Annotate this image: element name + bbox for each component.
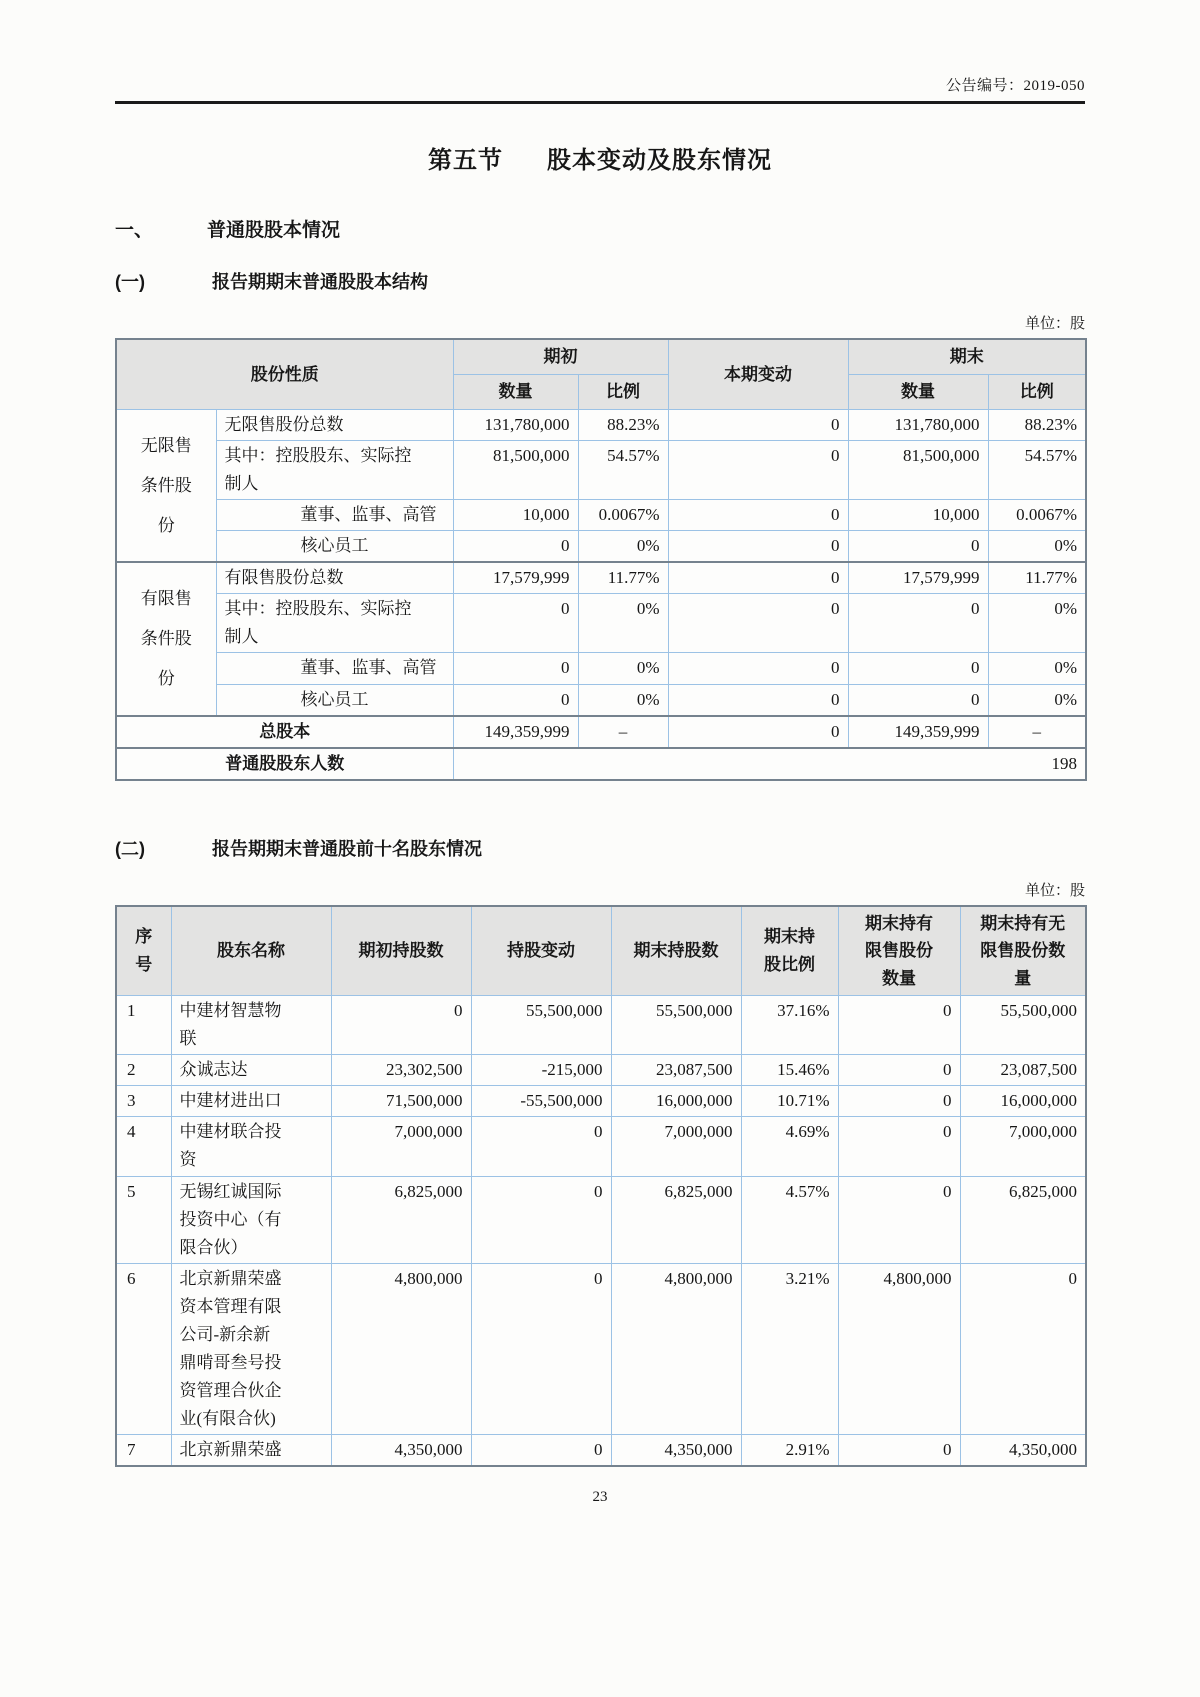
th-begin-holding: 期初持股数 [331,906,471,996]
row-label: 有限售股份总数 [216,562,453,594]
unit-label-1: 单位：股 [1024,316,1085,332]
cell-value: 0.0067% [988,500,1086,531]
doc-number: 公告编号：2019-050 [946,78,1085,94]
cell-value: 0 [668,531,848,563]
row-label: 其中：控股股东、实际控制人 [216,594,453,653]
shareholder-count-row [116,748,1086,780]
th-serial-number: 序号 [116,906,171,996]
cell-value: 6,825,000 [960,1176,1086,1263]
cell-value: 0 [848,531,988,563]
cell-value: 0 [453,531,578,563]
cell-value: 0 [471,1263,611,1434]
table-row [116,531,1086,563]
cell-value: 0 [471,1434,611,1466]
cell-value: 0 [668,500,848,531]
serial-number: 4 [116,1117,171,1176]
cell-value: 4,350,000 [331,1434,471,1466]
section-number: 一、 [115,220,154,241]
shareholder-row [116,1434,1086,1466]
row-label: 核心员工 [216,531,453,563]
th-shareholder-name: 股东名称 [171,906,331,996]
cell-value: 4,350,000 [960,1434,1086,1466]
cell-value: 10,000 [848,500,988,531]
th-share-nature: 股份性质 [116,339,453,410]
th-begin-ratio: 比例 [578,375,668,410]
table-row [116,500,1086,531]
table-row [116,562,1086,594]
shareholder-row [116,1055,1086,1086]
chapter-label: 第五节 [428,147,503,174]
cell-value: 0% [578,594,668,653]
cell-value: 4.57% [741,1176,838,1263]
cell-value: 0 [960,1263,1086,1434]
cell-value: 16,000,000 [611,1086,741,1117]
cell-value: 0% [988,531,1086,563]
section-title: 普通股股本情况 [207,220,341,241]
cell-value: 0 [453,594,578,653]
cell-value: 4.69% [741,1117,838,1176]
section-heading-1 [115,215,1085,242]
chapter-title: 股本变动及股东情况 [547,147,772,174]
th-period-begin: 期初 [453,339,668,375]
cell-value: 4,800,000 [838,1263,960,1434]
share-capital-structure-table [115,338,1087,781]
cell-value: 17,579,999 [453,562,578,594]
cell-value: 55,500,000 [611,996,741,1055]
serial-number: 3 [116,1086,171,1117]
group-unrestricted: 无限售条件股份 [116,410,216,563]
cell-value: 0 [668,562,848,594]
cell-value: 3.21% [741,1263,838,1434]
cell-value: 0 [838,996,960,1055]
cell-value: 0 [668,410,848,441]
row-label: 其中：控股股东、实际控制人 [216,441,453,500]
serial-number: 1 [116,996,171,1055]
th-end-quantity: 数量 [848,375,988,410]
shareholder-name: 中建材联合投资 [171,1117,331,1176]
cell-value: 55,500,000 [471,996,611,1055]
cell-value: 7,000,000 [960,1117,1086,1176]
th-holding-change: 持股变动 [471,906,611,996]
shareholder-row [116,1117,1086,1176]
serial-number: 6 [116,1263,171,1434]
cell-value: 0 [668,684,848,716]
cell-value: 4,800,000 [611,1263,741,1434]
cell-value: 149,359,999 [848,716,988,748]
cell-value: 0% [988,594,1086,653]
cell-value: 6,825,000 [611,1176,741,1263]
shareholder-row [116,1263,1086,1434]
table-row [116,684,1086,716]
shareholder-name: 北京新鼎荣盛资本管理有限公司-新余新鼎啃哥叁号投资管理合伙企业(有限合伙) [171,1263,331,1434]
cell-value: 0 [668,716,848,748]
cell-value: 6,825,000 [331,1176,471,1263]
th-period-change: 本期变动 [668,339,848,410]
cell-value: 54.57% [578,441,668,500]
cell-value: 71,500,000 [331,1086,471,1117]
shareholder-row [116,996,1086,1055]
shareholder-count-value: 198 [453,748,1086,780]
cell-value: -215,000 [471,1055,611,1086]
cell-value: 0% [988,653,1086,684]
top-shareholders-table [115,905,1087,1467]
serial-number: 5 [116,1176,171,1263]
shareholder-name: 中建材智慧物联 [171,996,331,1055]
unit-label-2: 单位：股 [1024,882,1085,899]
cell-value: 131,780,000 [453,410,578,441]
cell-value: 0 [838,1176,960,1263]
row-label: 无限售股份总数 [216,410,453,441]
cell-value: 23,087,500 [960,1055,1086,1086]
cell-value: 81,500,000 [453,441,578,500]
header-rule [115,101,1085,104]
table-row [116,410,1086,441]
th-period-end: 期末 [848,339,1086,375]
cell-value: 0% [578,653,668,684]
cell-value: 0 [668,441,848,500]
row-label: 董事、监事、高管 [216,653,453,684]
subsection-title: 报告期期末普通股股本结构 [212,272,428,292]
cell-value: 81,500,000 [848,441,988,500]
cell-value: 0 [848,594,988,653]
cell-value: 10.71% [741,1086,838,1117]
table-row [116,653,1086,684]
total-label: 总股本 [116,716,453,748]
row-label: 核心员工 [216,684,453,716]
cell-value: 0 [471,1176,611,1263]
cell-value: – [578,716,668,748]
total-row [116,716,1086,748]
cell-value: 0 [453,684,578,716]
th-end-holding: 期末持股数 [611,906,741,996]
cell-value: 0 [848,684,988,716]
cell-value: 11.77% [988,562,1086,594]
shareholder-name: 北京新鼎荣盛 [171,1434,331,1466]
page-title [115,140,1085,175]
shareholder-count-label: 普通股股东人数 [116,748,453,780]
table-row [116,441,1086,500]
th-end-ratio: 比例 [988,375,1086,410]
cell-value: 16,000,000 [960,1086,1086,1117]
cell-value: 7,000,000 [611,1117,741,1176]
th-begin-quantity: 数量 [453,375,578,410]
cell-value: 23,302,500 [331,1055,471,1086]
cell-value: 37.16% [741,996,838,1055]
cell-value: 149,359,999 [453,716,578,748]
cell-value: 0 [471,1117,611,1176]
subsection-heading-1 [115,268,1085,294]
serial-number: 2 [116,1055,171,1086]
cell-value: 88.23% [988,410,1086,441]
cell-value: 0 [838,1055,960,1086]
cell-value: 0 [668,653,848,684]
table-row [116,594,1086,653]
subsection-heading-2 [115,835,1085,861]
cell-value: 0 [668,594,848,653]
serial-number: 7 [116,1434,171,1466]
cell-value: 131,780,000 [848,410,988,441]
table2-header-row [116,906,1086,996]
subsection-number: (二) [115,838,145,859]
cell-value: 88.23% [578,410,668,441]
cell-value: 0.0067% [578,500,668,531]
cell-value: 0% [578,684,668,716]
cell-value: -55,500,000 [471,1086,611,1117]
cell-value: 7,000,000 [331,1117,471,1176]
shareholder-row [116,1176,1086,1263]
page-number: 23 [592,1489,608,1505]
cell-value: 0% [988,684,1086,716]
cell-value: 15.46% [741,1055,838,1086]
shareholder-row [116,1086,1086,1117]
cell-value: 2.91% [741,1434,838,1466]
shareholder-name: 众诚志达 [171,1055,331,1086]
th-end-unrestricted: 期末持有无限售股份数量 [960,906,1086,996]
shareholder-name: 无锡红诚国际投资中心（有限合伙） [171,1176,331,1263]
cell-value: 0% [578,531,668,563]
cell-value: 23,087,500 [611,1055,741,1086]
th-end-ratio: 期末持股比例 [741,906,838,996]
group-restricted: 有限售条件股份 [116,562,216,715]
subsection-number: (一) [115,272,145,292]
cell-value: 0 [838,1434,960,1466]
cell-value: 55,500,000 [960,996,1086,1055]
cell-value: 10,000 [453,500,578,531]
cell-value: 54.57% [988,441,1086,500]
cell-value: – [988,716,1086,748]
cell-value: 0 [838,1086,960,1117]
row-label: 董事、监事、高管 [216,500,453,531]
cell-value: 0 [848,653,988,684]
cell-value: 4,800,000 [331,1263,471,1434]
subsection-title: 报告期期末普通股前十名股东情况 [212,838,482,859]
cell-value: 0 [453,653,578,684]
cell-value: 17,579,999 [848,562,988,594]
shareholder-name: 中建材进出口 [171,1086,331,1117]
cell-value: 0 [838,1117,960,1176]
cell-value: 11.77% [578,562,668,594]
th-end-restricted: 期末持有限售股份数量 [838,906,960,996]
cell-value: 0 [331,996,471,1055]
table1-header-row-1 [116,339,1086,375]
cell-value: 4,350,000 [611,1434,741,1466]
